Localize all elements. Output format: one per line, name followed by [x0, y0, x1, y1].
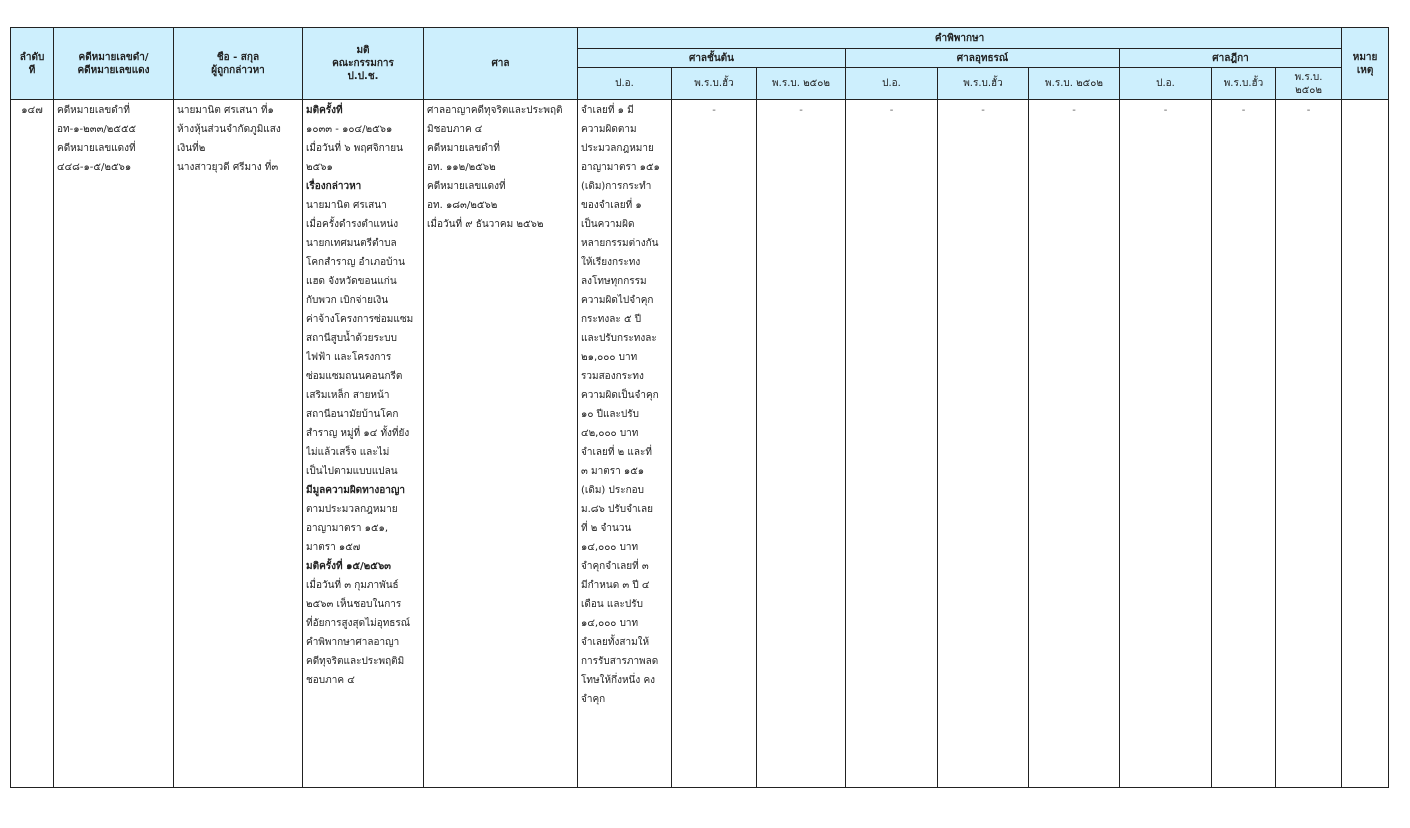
cell-text-line: เมื่อวันที่ ๙ ธันวาคม ๒๕๖๒ — [427, 219, 544, 230]
cell-remark — [1342, 100, 1389, 788]
cell-text-line: จำคุก — [581, 694, 606, 705]
cell-text-line: เสริมเหล็ก สายหน้า — [306, 390, 390, 401]
cell-text-line: การรับสารภาพลด — [581, 656, 659, 667]
header-nacc-resolution: มติ คณะกรรมการ ป.ป.ช. — [303, 28, 424, 100]
cell-text-line: ๒๕๖๓ เห็นชอบในการ — [306, 599, 402, 610]
header-first-po: ป.อ. — [578, 68, 672, 100]
cell-text-line: ไฟฟ้า และโครงการ — [306, 352, 392, 363]
cell-text-line: มิชอบภาค ๔ — [427, 124, 483, 135]
cell-text-line: เงินที่๒ — [177, 143, 206, 154]
cell-accused-names — [174, 100, 303, 788]
cell-text-line: จำคุกจำเลยที่ ๓ — [581, 561, 649, 572]
cell-text-line: ๒๕๖๑ — [306, 162, 333, 173]
cell-text-line: ๑๐๓๓ - ๑๐๔/๒๕๖๑ — [306, 124, 393, 135]
cell-text-line: ม.๘๖ ปรับจำเลย — [581, 504, 653, 515]
header-supreme-po: ป.อ. — [1120, 68, 1212, 100]
cell-text-line: โคกสำราญ อำเภอบ้าน — [306, 257, 405, 268]
cell-text-line: ซ่อมแซมถนนคอนกรีต — [306, 371, 403, 382]
header-accused-name: ชื่อ - สกุล ผู้ถูกกล่าวหา — [174, 28, 303, 100]
cell-text-line: ความผิดตาม — [581, 124, 637, 135]
cell-text-line: ตามประมวลกฎหมาย — [306, 504, 398, 515]
cell-text-line: มติครั้งที่ — [306, 105, 343, 116]
header-seq: ลำดับ ที่ — [11, 28, 54, 100]
cell-text-line: เรื่องกล่าวหา — [306, 181, 362, 192]
header-judgment: คำพิพากษา — [578, 28, 1342, 49]
cell-first-prb-2502: - — [757, 100, 846, 788]
cell-text-line: คดีหมายเลขดำที่ — [427, 143, 500, 154]
cell-text-line: ของจำเลยที่ ๑ — [581, 200, 642, 211]
cell-text-line: โทษให้กึ่งหนึ่ง คง — [581, 675, 656, 686]
header-case-number: คดีหมายเลขดำ/ คดีหมายเลขแดง — [54, 28, 174, 100]
cell-text-line: ที่ ๒ จำนวน — [581, 523, 632, 534]
cell-supreme-prb-hua: - — [1212, 100, 1276, 788]
header-court-first: ศาลชั้นต้น — [578, 49, 846, 68]
cell-text-line: มาตรา ๑๕๗ — [306, 542, 361, 553]
header-supreme-prb-hua: พ.ร.บ.ฮั้ว — [1212, 68, 1276, 100]
cell-text-line: นายมานิต ศรเสนา ที่๑ — [177, 105, 274, 116]
cell-supreme-prb-2502: - — [1276, 100, 1342, 788]
cell-seq: ๑๔๗ — [11, 100, 54, 788]
cell-text-line: แฮด จังหวัดขอนแก่น — [306, 276, 397, 287]
cell-appeal-po: - — [846, 100, 938, 788]
cell-text-line: นายกเทศมนตรีตำบล — [306, 238, 397, 249]
cell-text-line: เดือน และปรับ — [581, 599, 643, 610]
cell-text-line: ไม่แล้วเสร็จ และไม่ — [306, 447, 390, 458]
cell-text-line: สถานีสูบน้ำด้วยระบบ — [306, 333, 397, 344]
cell-text-line: เป็นความผิด — [581, 219, 635, 230]
cell-text-line: ลงโทษทุกกรรม — [581, 276, 647, 287]
cell-text-line: รวมสองกระทง — [581, 371, 644, 382]
cell-text-line: ๔๔๘-๑-๕/๒๕๖๑ — [57, 162, 132, 173]
cell-text-line: ชอบภาค ๔ — [306, 675, 355, 686]
cell-text-line: กระทงละ ๕ ปี — [581, 314, 642, 325]
judgment-table — [10, 27, 1389, 788]
cell-text-line: ความผิดเป็นจำคุก — [581, 390, 659, 401]
cell-text-line: อาญามาตรา ๑๕๑, — [306, 523, 389, 534]
cell-text-line: ๑๐ ปีและปรับ — [581, 409, 639, 420]
cell-text-line: มติครั้งที่ ๑๕/๒๕๖๓ — [306, 561, 392, 572]
cell-text-line: นางสาวยุวดี ศรีมาง ที่๓ — [177, 162, 279, 173]
cell-text-line: อท. ๑๘๓/๒๕๖๒ — [427, 200, 498, 211]
cell-text-line: ความผิดไปจำคุก — [581, 295, 654, 306]
cell-text-line: ที่อัยการสูงสุดไม่อุทธรณ์ — [306, 618, 411, 629]
cell-text-line: ประมวลกฎหมาย — [581, 143, 654, 154]
cell-text-line: ค่าจ้างโครงการซ่อมแซม — [306, 314, 414, 325]
cell-text-line: เมื่อวันที่ ๓ กุมภาพันธ์ — [306, 580, 399, 591]
header-remark: หมาย เหตุ — [1342, 28, 1389, 100]
cell-appeal-prb-2502: - — [1029, 100, 1120, 788]
header-court-appeal: ศาลอุทธรณ์ — [846, 49, 1120, 68]
cell-text-line: คดีทุจริตและประพฤติมิ — [306, 656, 405, 667]
header-row-1 — [11, 28, 1389, 49]
header-court: ศาล — [424, 28, 578, 100]
cell-text-line: (เดิม)การกระทำ — [581, 181, 652, 192]
cell-text-line: ๒๑,๐๐๐ บาท — [581, 352, 638, 363]
header-first-prb-hua: พ.ร.บ.ฮั้ว — [672, 68, 757, 100]
cell-text-line: สถานีอนามัยบ้านโคก — [306, 409, 399, 420]
cell-text-line: และปรับกระทงละ — [581, 333, 657, 344]
cell-text-line: กับพวก เบิกจ่ายเงิน — [306, 295, 389, 306]
cell-text-line: คำพิพากษาศาลอาญา — [306, 637, 400, 648]
cell-text-line: ห้างหุ้นส่วนจำกัดภูมิแสง — [177, 124, 281, 135]
cell-text-line: ให้เรียงกระทง — [581, 257, 641, 268]
cell-text-line: เมื่อวันที่ ๖ พฤศจิกายน — [306, 143, 403, 154]
header-appeal-po: ป.อ. — [846, 68, 938, 100]
cell-text-line: สำราญ หมู่ที่ ๑๔ ทั้งที่ยัง — [306, 428, 410, 439]
cell-case-number — [54, 100, 174, 788]
cell-appeal-prb-hua: - — [938, 100, 1029, 788]
cell-text-line: อท. ๑๑๒/๒๕๖๒ — [427, 162, 496, 173]
cell-text-line: หลายกรรมต่างกัน — [581, 238, 659, 249]
cell-text-line: เมื่อครั้งดำรงตำแหน่ง — [306, 219, 399, 230]
cell-text-line: มีมูลความผิดทางอาญา — [306, 485, 406, 496]
cell-first-prb-hua: - — [672, 100, 757, 788]
header-court-supreme: ศาลฎีกา — [1120, 49, 1342, 68]
cell-first-po — [578, 100, 672, 788]
cell-text-line: คดีหมายเลขแดงที่ — [427, 181, 506, 192]
cell-text-line: มีกำหนด ๓ ปี ๔ — [581, 580, 650, 591]
cell-court — [424, 100, 578, 788]
cell-text-line: (เดิม) ประกอบ — [581, 485, 644, 496]
cell-text-line: นายมานิต ศรเสนา — [306, 200, 387, 211]
cell-text-line: จำเลยที่ ๑ มี — [581, 105, 634, 116]
cell-text-line: จำเลยทั้งสามให้ — [581, 637, 650, 648]
cell-text-line: ๓ มาตรา ๑๕๑ — [581, 466, 645, 477]
cell-text-line: ๑๔,๐๐๐ บาท — [581, 618, 639, 629]
cell-text-line: ๔๒,๐๐๐ บาท — [581, 428, 639, 439]
cell-text-line: จำเลยที่ ๒ และที่ — [581, 447, 652, 458]
table-row — [11, 100, 1389, 788]
cell-text-line: เป็นไปตามแบบแปลน — [306, 466, 398, 477]
cell-nacc-resolution — [303, 100, 424, 788]
cell-text-line: คดีหมายเลขแดงที่ — [57, 143, 136, 154]
header-appeal-prb-2502: พ.ร.บ. ๒๕๐๒ — [1029, 68, 1120, 100]
cell-supreme-po: - — [1120, 100, 1212, 788]
cell-text-line: ศาลอาญาคดีทุจริตและประพฤติ — [427, 105, 563, 116]
cell-text-line: อาญามาตรา ๑๕๑ — [581, 162, 660, 173]
header-appeal-prb-hua: พ.ร.บ.ฮั้ว — [938, 68, 1029, 100]
header-supreme-prb-2502: พ.ร.บ. ๒๕๐๒ — [1276, 68, 1342, 100]
cell-text-line: คดีหมายเลขดำที่ — [57, 105, 130, 116]
cell-text-line: ๑๔,๐๐๐ บาท — [581, 542, 639, 553]
cell-text-line: อท-๑-๒๓๓/๒๕๕๕ — [57, 124, 137, 135]
header-first-prb-2502: พ.ร.บ. ๒๕๐๒ — [757, 68, 846, 100]
